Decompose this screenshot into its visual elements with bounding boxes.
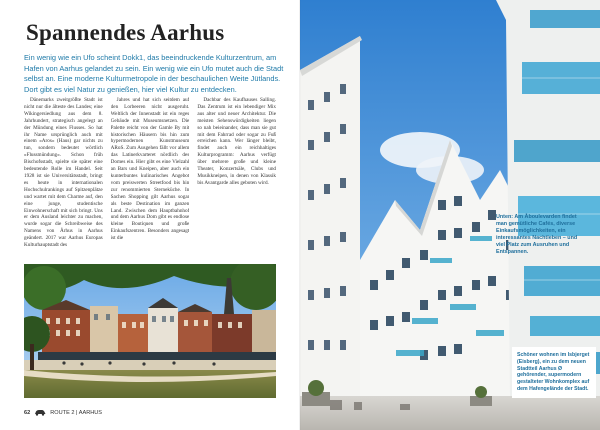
page-footer: [24, 409, 102, 416]
body-column-3: Dachbar des Kaufhauses Salling. Das Zentrum ist ein lebendiger Mix aus alter und neuer Architektur. Die meisten Sehenswürdigkeiten liegen so nah beieinander, dass man sie gut mit dem Fahrrad oder sogar zu Fuß erreichen kann. Wer länger bleibt, findet auch ein reichhaltiges Kulturprogramm: Aarhus verfügt über mehrere große und kleine Theater, Konzertsäle, Clubs und Musikkneipen, in denen von Klassik bis Avantgarde alles geboten wird.: [197, 97, 277, 186]
intro-paragraph: Ein wenig wie ein Ufo scheint Dokk1, das beeindruckende Kulturzentrum, am Hafen von Aarhus gelandet zu sein. Ein wenig wie ein Ufo mutet auch die Stadt selbst an. Eine moderne Kulturmetropole in der beschaulichen Weite Jütlands. Dort gibt es viel Natur zu genießen, hier viel Kultur zu entdecken.: [24, 53, 284, 94]
spine-gutter: [299, 0, 301, 430]
street-scene-image: [24, 264, 276, 398]
isbjerget-caption: Schöner wohnen im Isbjerget (Eisberg), ein zu dem neuen Stadtteil Aarhus Ø gehörender, supermodern gestalteter Wohnkomplex auf dem Hafengelände der Stadt.: [512, 347, 596, 398]
right-page: [300, 0, 600, 430]
route-label: ROUTE 2 | AARHUS: [50, 409, 103, 416]
page-title: Spannendes Aarhus: [26, 20, 225, 45]
body-column-2: Jahres und hat sich seitdem auf den Lorbeeren nicht ausgeruht. Weltlich der Innenstadt ist ein reges Gebäude mit Museumsnetzen. Die Palette reicht von der Gamle By mit historischen Häusern bis hin zum hypermodernen Kunstmuseum ARoS. Zum Ausgehen fällt vor allem das Latinerkvarteret nördlich des Domes ein. Hier gibt es eine Vielzahl an Bars und Kneipen, aber auch ein kunterbuntes kulinarisches Angebot vom preiswerten Streetfood bis hin zur renommierten Sterneküche. In Sachen Shopping gilt Aarhus sogar als beste Destination im ganzen Land. Zwischen dem Hauptbahnhof und dem Aarhus Dom gibt es endlose kleine Boutiquen und große Einkaufszentren. Besonders angesagt ist die: [110, 97, 190, 242]
car-icon: [34, 409, 46, 416]
body-columns: [24, 97, 276, 259]
aboulevarden-photo: [24, 264, 276, 398]
page-number: 62: [24, 409, 31, 416]
body-column-1: Dänemarks zweitgrößte Stadt ist nicht nur die älteste des Landes; eine Wikingersiedlung aus dem 8. Jahrhundert, strategisch angelegt an der Mündung eines Flusses. So hat ihr Name ursprünglich auch mit einem »Aros« (Haus) gar nichts zu tun, sondern bedeutet wörtlich »Flussmündung«. Schon früh Bischofsstadt, spielte sie später eine bedeutende Rolle im Handel. Seit 1928 ist sie Universitätsstadt, bringt es heute in internationalen Hochschulrankings auf Spitzenplätze und wartet mit dem Charme auf, den eine junge, studentische Einwohnerschaft mit sich bringt. Uns er dem Ausland leichter zu machen, wurde sogar die Schreibweise des Namens von Århus in Aarhus geändert. 2017 war Aarhus Europas Kulturhauptstadt des: [24, 97, 103, 249]
street-photo-caption: Unten: Am Åboulevarden findet man gemütliche Cafés, diverse Einkaufsmöglichkeiten, ein interessantes Nachtleben – und viel Platz zum Ausruhen und Entspannen.: [496, 214, 578, 255]
